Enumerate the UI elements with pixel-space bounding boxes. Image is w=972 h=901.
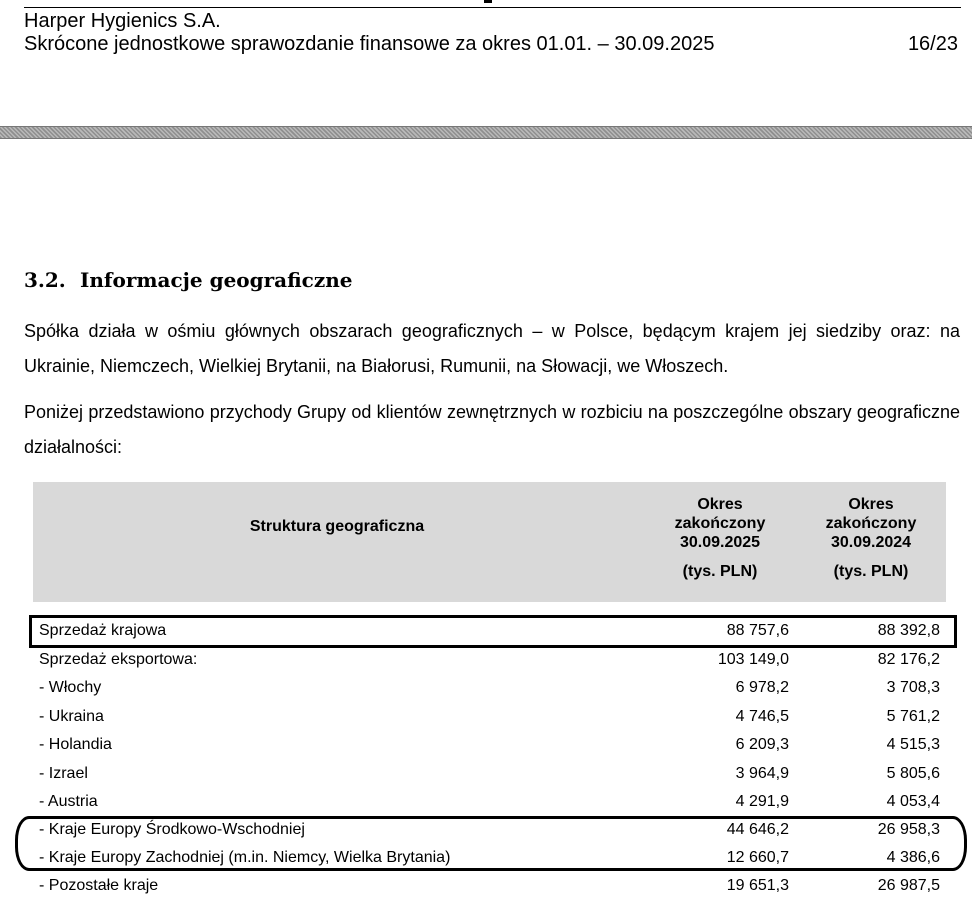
header-separator-band [0, 126, 972, 139]
row-label: Sprzedaż krajowa [39, 622, 167, 639]
row-value-2024: 82 176,2 [877, 651, 940, 668]
highlight-box-domestic-sales [29, 615, 957, 648]
paragraph-geographic-areas: Spółka działa w ośmiu głównych obszarach geograficznych – w Polsce, będącym krajem jej siedziby oraz: na Ukrainie, Niemczech, Wielkiej Brytanii, na Białorusi, Rumunii, na Słowacji, we Włoszech. [24, 321, 960, 376]
table-row-italy [39, 674, 940, 702]
table-row-netherlands [39, 731, 940, 759]
row-value-2024: 4 386,6 [886, 849, 940, 866]
row-label: - Kraje Europy Zachodniej (m.in. Niemcy, Wielka Brytania) [39, 849, 451, 866]
row-value-2024: 5 805,6 [886, 765, 940, 782]
section-number: 3.2. [24, 268, 66, 292]
table-row-austria [39, 788, 940, 816]
row-label: - Kraje Europy Środkowo-Wschodniej [39, 821, 305, 838]
header-period-2024-line3: 30.09.2024 [830, 534, 912, 551]
table-row-israel [39, 760, 940, 788]
row-value-2025: 19 651,3 [726, 877, 789, 894]
report-title: Skrócone jednostkowe sprawozdanie finansowe za okres 01.01. – 30.09.2025 [24, 33, 715, 55]
row-value-2024: 26 987,5 [877, 877, 940, 894]
row-label: - Austria [39, 793, 98, 810]
row-value-2024: 5 761,2 [886, 708, 940, 725]
row-label: - Izrael [39, 765, 88, 782]
header-period-2025-line2: zakończony [674, 515, 766, 532]
page-number: 16/23 [907, 33, 958, 55]
section-heading [24, 266, 352, 294]
header-structure: Struktura geograficzna [249, 518, 425, 535]
section-title: Informacje geograficzne [80, 268, 353, 292]
row-label: - Holandia [39, 736, 112, 753]
header-period-2025-unit: (tys. PLN) [682, 563, 758, 580]
company-name: Harper Hygienics S.A. [24, 10, 221, 32]
header-period-2024 [801, 495, 941, 581]
top-rule-tick [484, 0, 492, 3]
row-value-2024: 4 053,4 [886, 793, 940, 810]
row-value-2025: 103 149,0 [717, 651, 789, 668]
header-period-2024-unit: (tys. PLN) [833, 563, 909, 580]
row-value-2024: 3 708,3 [886, 679, 940, 696]
header-period-2025-line3: 30.09.2025 [679, 534, 761, 551]
row-label: Sprzedaż eksportowa: [39, 651, 198, 668]
table-row-export [39, 646, 940, 674]
paragraph-revenue-intro: Poniżej przedstawiono przychody Grupy od klientów zewnętrznych w rozbiciu na poszczególne obszary geograficzne działalności: [24, 402, 960, 457]
header-period-2025-line1: Okres [697, 496, 743, 513]
row-value-2025: 44 646,2 [726, 821, 789, 838]
row-label: - Ukraina [39, 708, 104, 725]
row-value-2024: 26 958,3 [877, 821, 940, 838]
row-value-2025: 4 746,5 [735, 708, 789, 725]
row-value-2025: 6 209,3 [735, 736, 789, 753]
table-row-other-countries [39, 872, 940, 900]
row-value-2025: 88 757,6 [726, 622, 789, 639]
row-label: - Pozostałe kraje [39, 877, 159, 894]
row-label: - Włochy [39, 679, 102, 696]
table-row-ukraine [39, 703, 940, 731]
row-value-2025: 3 964,9 [735, 765, 789, 782]
table-header [33, 482, 946, 602]
header-period-2025 [650, 495, 790, 581]
row-value-2024: 4 515,3 [886, 736, 940, 753]
header-period-2024-line1: Okres [848, 496, 894, 513]
row-value-2025: 4 291,9 [735, 793, 789, 810]
row-value-2024: 88 392,8 [877, 622, 940, 639]
row-value-2025: 12 660,7 [726, 849, 789, 866]
header-period-2024-line2: zakończony [825, 515, 917, 532]
top-rule [24, 7, 961, 8]
row-value-2025: 6 978,2 [735, 679, 789, 696]
highlight-box-europe-regions [15, 816, 967, 871]
